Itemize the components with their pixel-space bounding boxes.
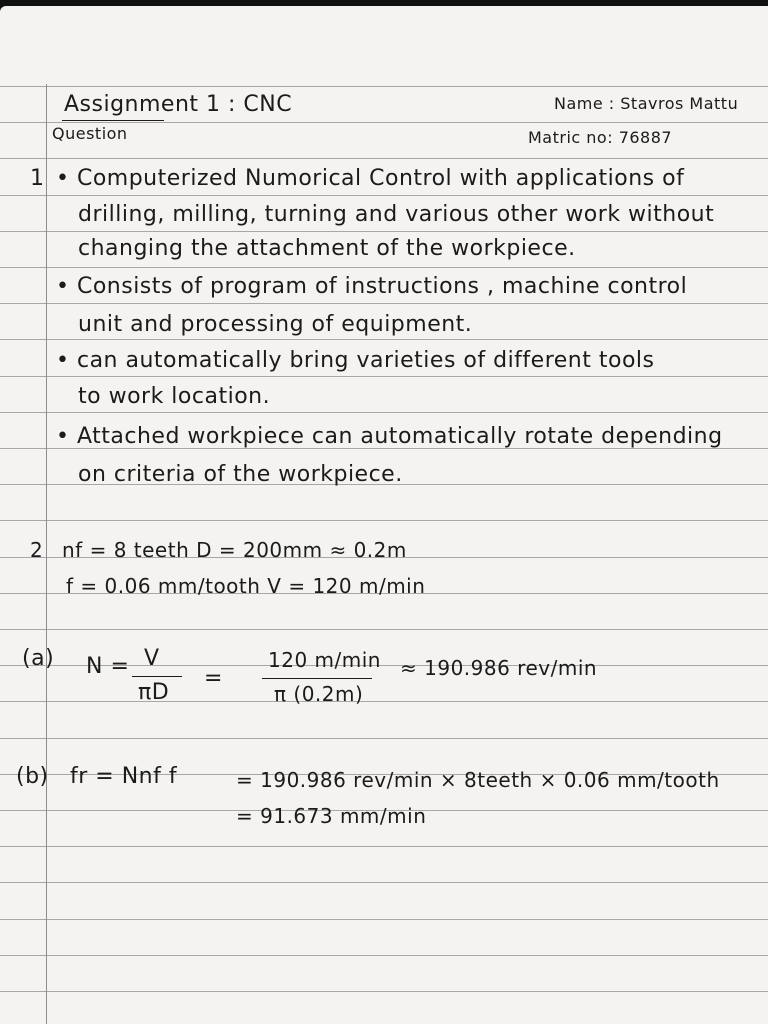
ruled-line [0,231,768,232]
part-b-line-2: = 91.673 mm/min [236,804,427,828]
part-a-fraction-bar-1 [132,676,182,677]
part-a-denominator-2: π (0.2m) [274,682,364,706]
question-heading: Question [52,124,128,143]
q1-line-6: • can automatically bring varieties of different tools [56,348,655,373]
ruled-line [0,520,768,521]
ruled-line [0,86,768,87]
q1-line-2: drilling, milling, turning and various other work without [78,202,715,227]
part-a-fraction-bar-2 [262,678,372,679]
ruled-line [0,376,768,377]
ruled-line [0,955,768,956]
q1-line-1: • Computerized Numorical Control with applications of [56,166,685,191]
part-a-numerator-2: 120 m/min [268,648,381,672]
assignment-underline [62,120,164,121]
q2-given-1: nf = 8 teeth D = 200mm ≈ 0.2m [62,538,407,562]
q1-line-7: to work location. [78,384,271,409]
ruled-line [0,991,768,992]
part-a-denominator-1: πD [138,680,170,705]
margin-line [46,84,47,1024]
ruled-line [0,882,768,883]
part-b-line-1: = 190.986 rev/min × 8teeth × 0.06 mm/tooth [236,768,720,792]
ruled-line [0,629,768,630]
q1-line-8: • Attached workpiece can automatically rotate depending [56,424,723,449]
student-name: Name : Stavros Mattu [554,94,739,113]
q1-line-3: changing the attachment of the workpiece. [78,236,576,261]
part-b-label: (b) [16,764,49,789]
q2-number: 2 [30,538,44,562]
matric-number: Matric no: 76887 [528,128,673,147]
ruled-line [0,195,768,196]
ruled-line [0,158,768,159]
ruled-line [0,267,768,268]
q2-given-2: f = 0.06 mm/tooth V = 120 m/min [66,574,426,598]
ruled-line [0,701,768,702]
ruled-line [0,412,768,413]
q1-line-5: unit and processing of equipment. [78,312,473,337]
part-a-label: (a) [22,646,55,671]
ruled-line [0,303,768,304]
ruled-line [0,919,768,920]
part-b-formula: fr = Nnf f [70,764,178,789]
ruled-line [0,122,768,123]
part-a-equals: = [204,666,223,691]
q1-line-9: on criteria of the workpiece. [78,462,403,487]
ruled-line [0,339,768,340]
ruled-line [0,738,768,739]
q1-line-4: • Consists of program of instructions , machine control [56,274,688,299]
part-a-numerator-1: V [144,646,160,671]
assignment-title: Assignment 1 : CNC [64,92,293,117]
part-a-lhs: N = [86,654,130,679]
q1-number: 1 [30,166,45,191]
notebook-page [0,6,768,1024]
ruled-line [0,846,768,847]
part-a-result: ≈ 190.986 rev/min [400,656,598,680]
